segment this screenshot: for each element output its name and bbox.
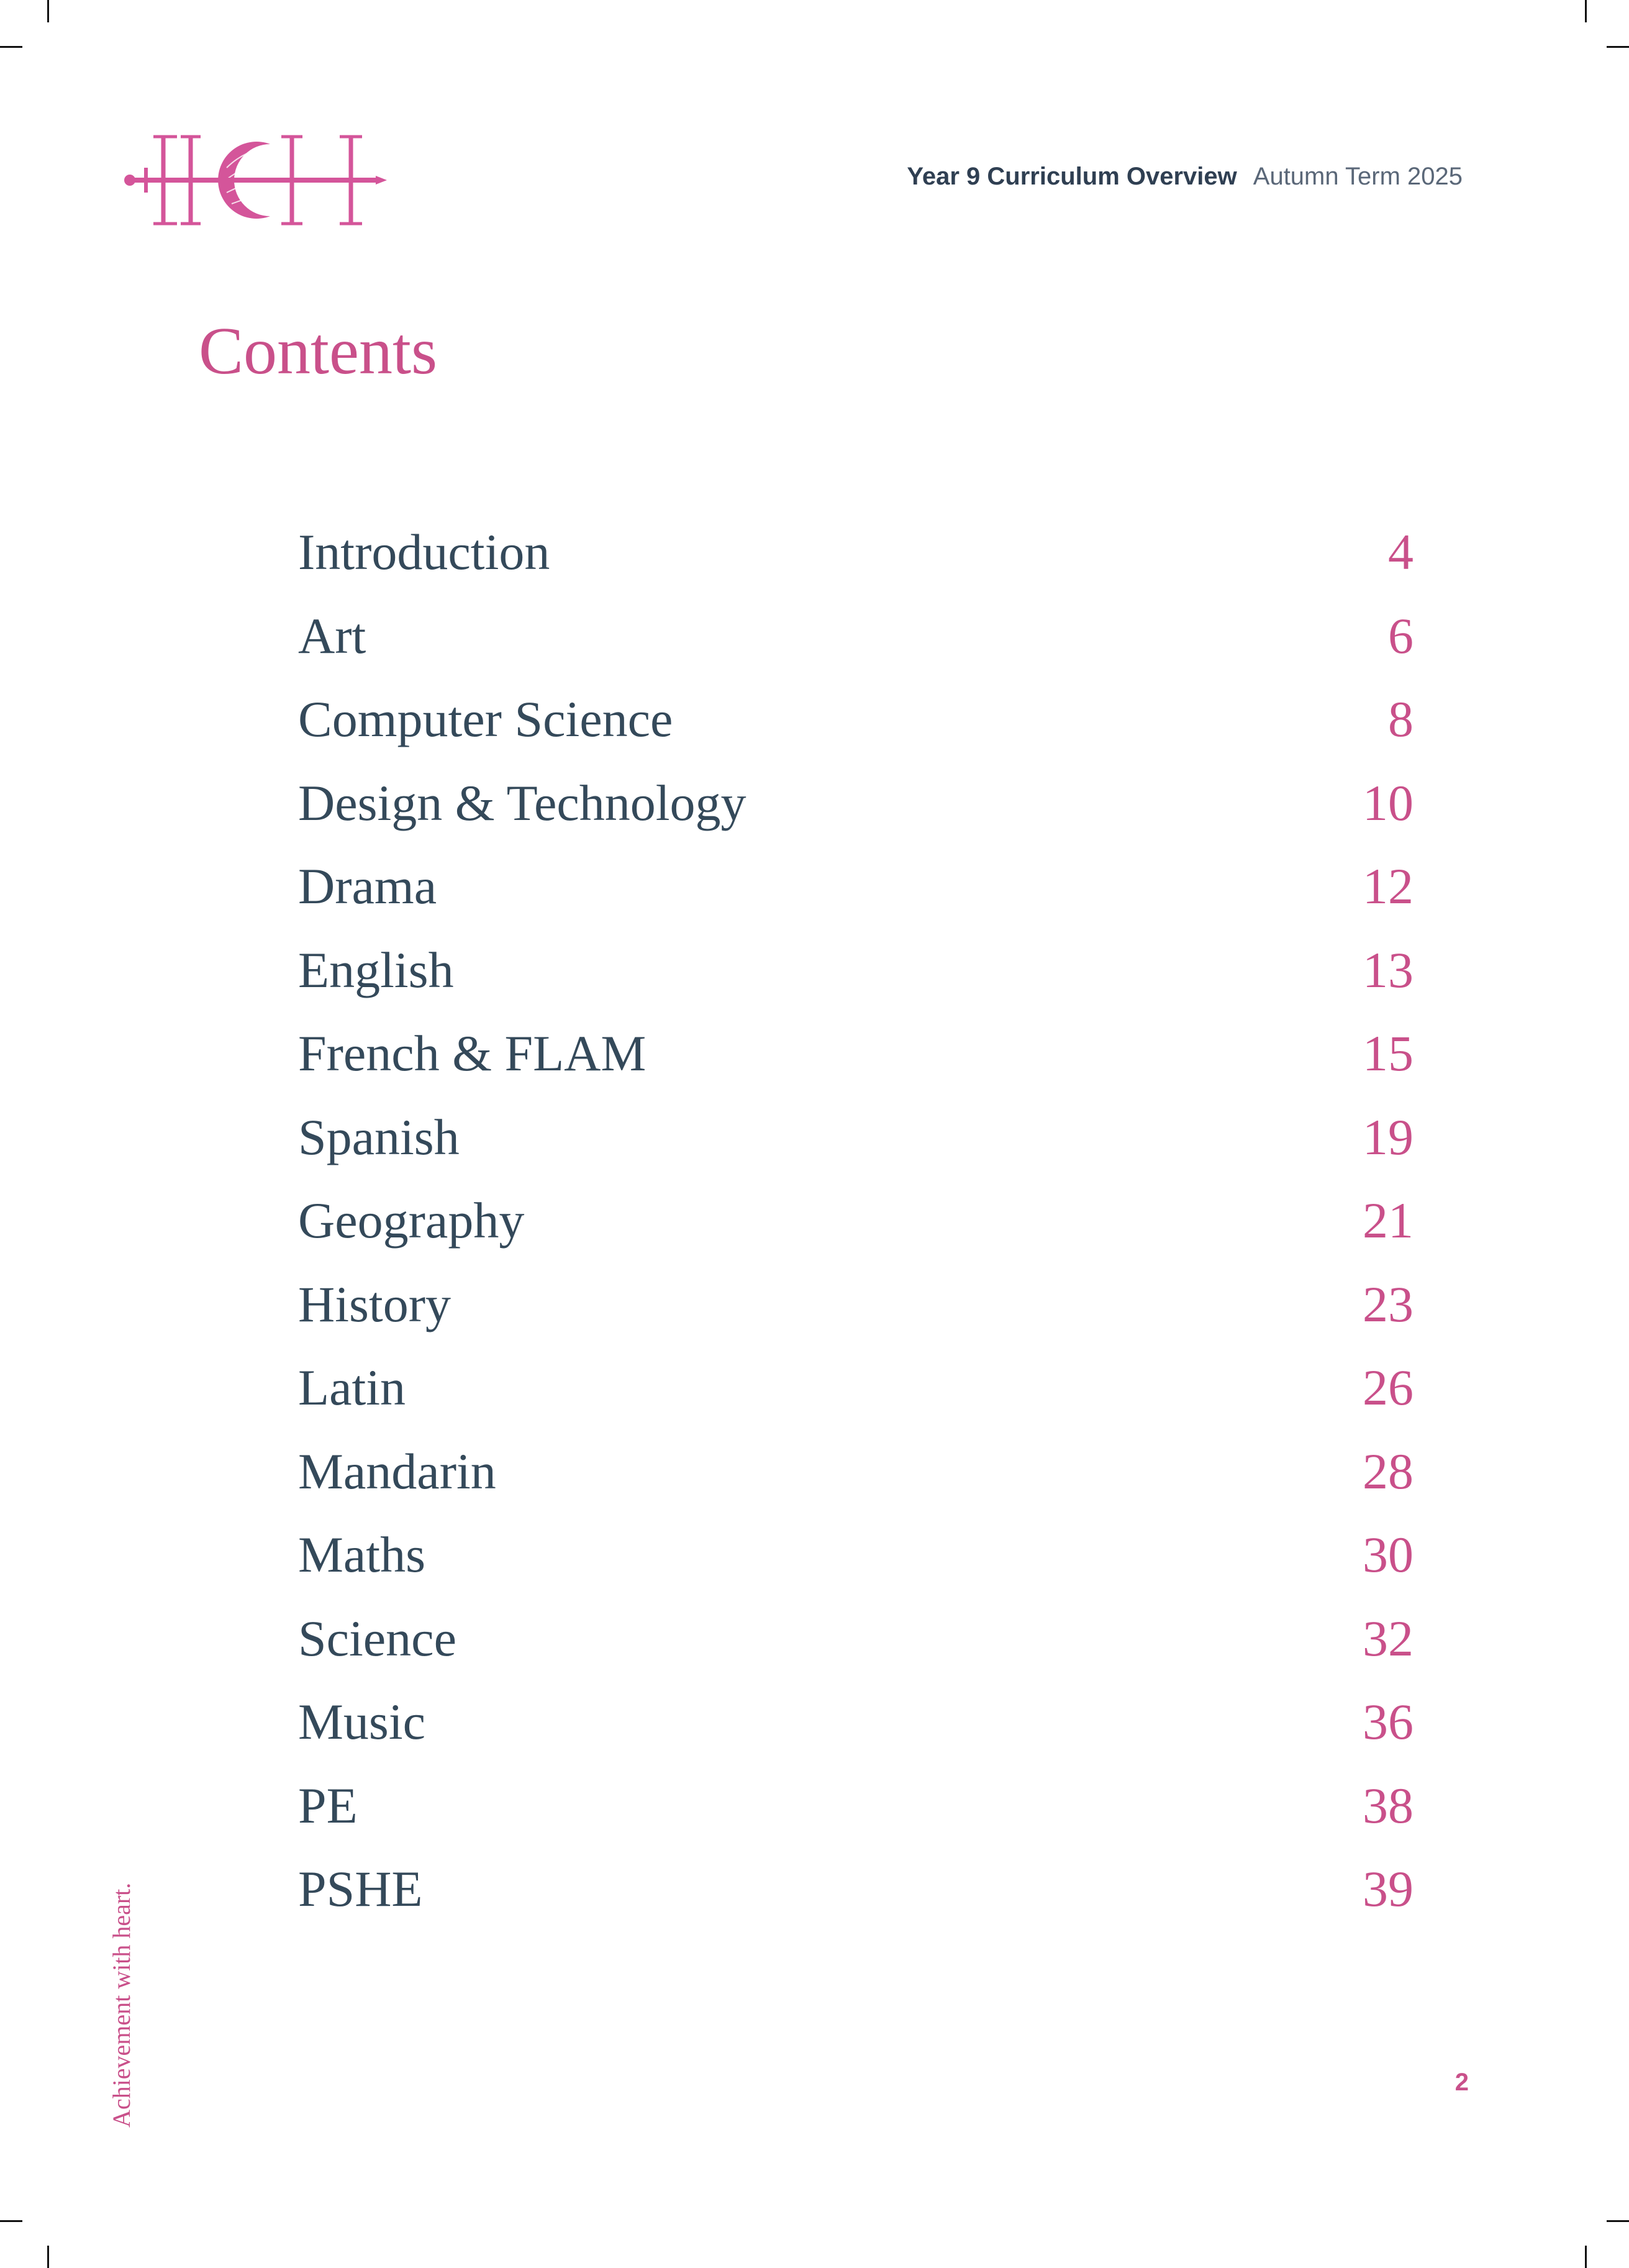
toc-item-label: Mandarin	[298, 1442, 496, 1500]
toc-item-label: Latin	[298, 1359, 406, 1416]
toc-item-label: PE	[298, 1777, 358, 1834]
toc-item-page: 23	[1363, 1275, 1413, 1332]
crop-mark-top-right-vertical	[1585, 0, 1587, 22]
toc-item-page: 8	[1388, 691, 1413, 747]
toc-item-page: 30	[1363, 1526, 1413, 1583]
crop-mark-top-left-vertical	[47, 0, 49, 22]
toc-item-page: 39	[1363, 1860, 1413, 1917]
toc-item[interactable]	[298, 1442, 1413, 1530]
toc-item[interactable]	[298, 774, 1413, 862]
toc-item-page: 12	[1363, 858, 1413, 914]
toc-item[interactable]	[298, 941, 1413, 1029]
toc-item-page: 15	[1363, 1025, 1413, 1082]
crop-mark-bottom-left-vertical	[47, 2246, 49, 2268]
toc-item[interactable]	[298, 1526, 1413, 1613]
toc-item-page: 36	[1363, 1693, 1413, 1750]
crop-mark-top-left-horizontal	[0, 46, 22, 48]
toc-item-page: 28	[1363, 1442, 1413, 1500]
toc-item[interactable]	[298, 1192, 1413, 1279]
table-of-contents	[298, 524, 1413, 1947]
hch-logo	[121, 130, 388, 230]
school-tagline: Achievement with heart.	[107, 1882, 135, 2128]
toc-item-label: PSHE	[298, 1860, 423, 1917]
toc-item-page: 26	[1363, 1359, 1413, 1416]
toc-item-page: 13	[1363, 941, 1413, 998]
crop-mark-top-right-horizontal	[1607, 46, 1629, 48]
crop-mark-bottom-left-horizontal	[0, 2220, 22, 2222]
toc-item[interactable]	[298, 1610, 1413, 1697]
toc-item-page: 4	[1388, 524, 1413, 580]
toc-item[interactable]	[298, 1693, 1413, 1780]
toc-item[interactable]	[298, 858, 1413, 945]
toc-item-page: 38	[1363, 1777, 1413, 1834]
toc-item-label: Spanish	[298, 1108, 460, 1165]
toc-item[interactable]	[298, 1860, 1413, 1947]
toc-item[interactable]	[298, 1777, 1413, 1864]
toc-item[interactable]	[298, 607, 1413, 695]
toc-item[interactable]	[298, 1025, 1413, 1112]
toc-item-page: 21	[1363, 1192, 1413, 1249]
toc-item-label: Design & Technology	[298, 774, 746, 831]
contents-heading: Contents	[199, 314, 438, 388]
toc-item[interactable]	[298, 1359, 1413, 1446]
toc-item-page: 19	[1363, 1108, 1413, 1165]
crop-mark-bottom-right-horizontal	[1607, 2220, 1629, 2222]
toc-item[interactable]	[298, 1108, 1413, 1196]
toc-item-page: 6	[1388, 607, 1413, 664]
toc-item[interactable]	[298, 1275, 1413, 1363]
toc-item-label: Drama	[298, 858, 437, 914]
toc-item-label: Maths	[298, 1526, 425, 1583]
toc-item-page: 10	[1363, 774, 1413, 831]
toc-item-label: Introduction	[298, 524, 550, 580]
document-term: Autumn Term 2025	[1253, 163, 1463, 190]
crop-mark-bottom-right-vertical	[1585, 2246, 1587, 2268]
page-number: 2	[1454, 2069, 1469, 2096]
toc-item-label: Music	[298, 1693, 425, 1750]
toc-item-label: History	[298, 1275, 451, 1332]
toc-item[interactable]	[298, 524, 1413, 611]
document-header	[907, 163, 1463, 191]
document-title: Year 9 Curriculum Overview	[907, 163, 1237, 190]
toc-item-label: Geography	[298, 1192, 525, 1249]
toc-item-label: Computer Science	[298, 691, 673, 747]
toc-item-page: 32	[1363, 1610, 1413, 1667]
toc-item[interactable]	[298, 691, 1413, 778]
toc-item-label: French & FLAM	[298, 1025, 647, 1082]
toc-item-label: English	[298, 941, 454, 998]
toc-item-label: Art	[298, 607, 366, 664]
toc-item-label: Science	[298, 1610, 456, 1667]
